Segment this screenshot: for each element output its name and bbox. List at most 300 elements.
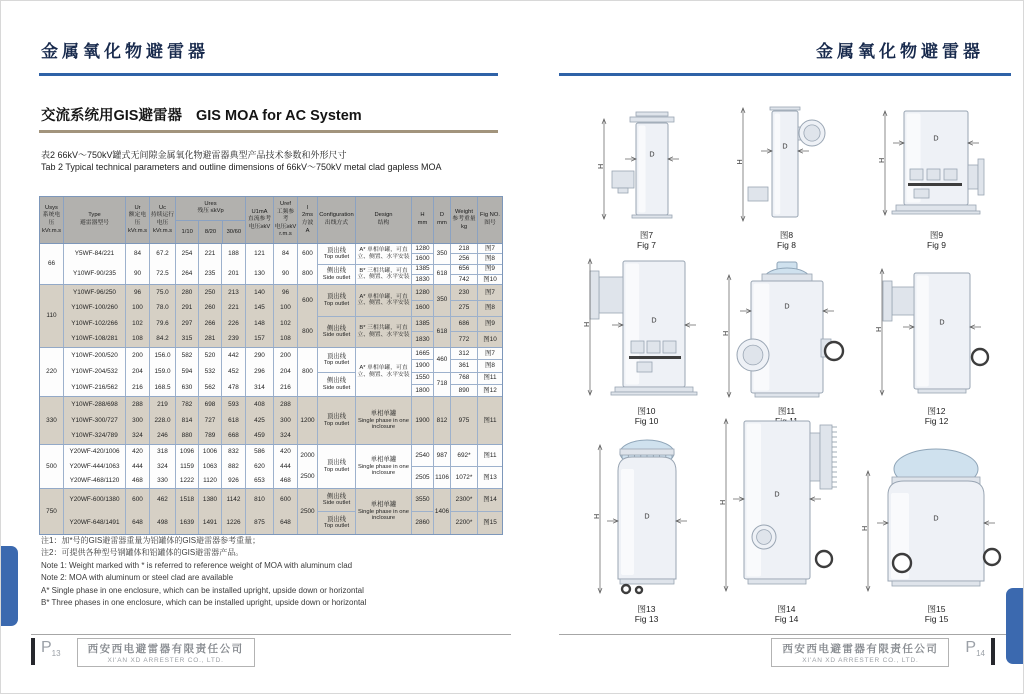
cell-u1ma: 157 bbox=[254, 335, 265, 343]
cell-r820: 250 bbox=[204, 288, 216, 296]
col-fig bbox=[478, 489, 502, 534]
cell-r110: 782 bbox=[181, 401, 193, 409]
cell-r820: 260 bbox=[204, 304, 216, 312]
config-zh: 侧出线 bbox=[326, 492, 347, 500]
design-text: A* 单相单罐，可直立、侧置、水平安装 bbox=[357, 365, 410, 378]
header-residual-group bbox=[176, 197, 246, 243]
cell-uref: 84 bbox=[281, 250, 290, 258]
cell-fig: 图8 bbox=[478, 301, 502, 317]
header-line: U1mA bbox=[251, 208, 268, 215]
cell-h: 3550 bbox=[412, 489, 433, 512]
cell-u1ma: 121 bbox=[254, 250, 265, 258]
table-group-500kv bbox=[40, 445, 502, 489]
svg-text:H: H bbox=[583, 321, 591, 327]
cell-u1ma: 875 bbox=[254, 518, 265, 526]
cell-uref: 216 bbox=[280, 384, 291, 392]
cell-w: 890 bbox=[458, 386, 470, 394]
cell-d: 618 bbox=[436, 327, 448, 335]
section-rule bbox=[39, 130, 498, 133]
col-design bbox=[356, 445, 412, 488]
col-h bbox=[412, 445, 434, 488]
col-r3060 bbox=[222, 489, 246, 534]
cell-fig: 图7 bbox=[478, 244, 502, 254]
svg-text:D: D bbox=[938, 318, 945, 327]
cell-ur: 300 bbox=[132, 416, 143, 424]
cell-fig: 图7 bbox=[478, 348, 502, 360]
col-sys bbox=[40, 348, 64, 396]
cell-r3060: 221 bbox=[228, 304, 239, 312]
config-en: Top outlet bbox=[323, 360, 350, 367]
figure-caption-en: Fig 10 bbox=[634, 416, 659, 427]
left-edge-tab bbox=[1, 546, 18, 626]
cell-design bbox=[356, 348, 411, 396]
header-residual-sub: 30/60 bbox=[226, 228, 242, 235]
cell-r110: 1159 bbox=[180, 462, 194, 470]
cell-w: 656 bbox=[451, 265, 477, 275]
col-d bbox=[434, 285, 451, 347]
cell-type: Y10WF-90/235 bbox=[73, 270, 116, 278]
figure-14 bbox=[714, 427, 859, 625]
design-zh: 单相单罐 bbox=[370, 456, 397, 464]
col-config bbox=[318, 244, 356, 284]
table-caption-en: Tab 2 Typical technical parameters and outline dimensions of 66kV～750kV metal clad gapless MOA bbox=[41, 162, 442, 172]
cell-d: 460 bbox=[434, 348, 450, 373]
cell-fig: 图8 bbox=[478, 254, 502, 264]
header-line: 图号 bbox=[484, 220, 496, 226]
cell-h: 1385 bbox=[412, 317, 433, 333]
col-r110 bbox=[176, 244, 199, 284]
col-uref bbox=[274, 397, 298, 444]
header-i2ms bbox=[298, 197, 318, 243]
cell-h: 2860 bbox=[415, 519, 430, 527]
cell-w: 692* bbox=[451, 445, 477, 467]
cell-fig: 图7 bbox=[478, 285, 502, 301]
cell-r110: 280 bbox=[181, 288, 193, 296]
cell-fig: 图15 bbox=[483, 519, 497, 527]
footer-rule-left bbox=[31, 634, 511, 635]
cell-type: Y10WF-100/260 bbox=[71, 304, 118, 312]
header-line: Configuration bbox=[319, 212, 354, 219]
cell-config bbox=[318, 397, 355, 444]
cell-u1ma: 586 bbox=[254, 448, 265, 456]
col-fig bbox=[478, 348, 502, 396]
header-line: kVr.m.s bbox=[41, 227, 62, 234]
figure-drawing-14 bbox=[714, 415, 859, 604]
table-group-66kv bbox=[40, 244, 502, 285]
svg-text:H: H bbox=[874, 326, 883, 332]
cell-d: 812 bbox=[436, 416, 448, 424]
header-line: kVr.m.s bbox=[127, 227, 148, 234]
cell-r3060: 452 bbox=[228, 368, 239, 376]
cell-ur: 600 bbox=[132, 496, 143, 504]
col-d bbox=[434, 348, 451, 396]
cell-type: Y20WF-468/1120 bbox=[69, 477, 120, 485]
cell-r820: 1120 bbox=[203, 477, 217, 485]
cell-h: 1900 bbox=[412, 360, 433, 372]
cell-uc: 79.6 bbox=[156, 319, 169, 327]
col-u1ma bbox=[246, 489, 274, 534]
svg-text:D: D bbox=[783, 302, 790, 311]
config-en: Top outlet bbox=[323, 466, 350, 473]
cell-w: 768 bbox=[451, 373, 477, 385]
col-type bbox=[64, 285, 126, 347]
cell-r3060: 1142 bbox=[226, 496, 241, 504]
cell-ur: 444 bbox=[132, 462, 143, 470]
cell-w: 218 bbox=[451, 244, 477, 254]
col-h bbox=[412, 489, 434, 534]
cell-w: 1072* bbox=[455, 473, 473, 481]
cell-r110: 630 bbox=[181, 384, 193, 392]
cell-uc: 219 bbox=[157, 401, 168, 409]
cell-r110: 1222 bbox=[179, 477, 195, 485]
col-design bbox=[356, 244, 412, 284]
col-w bbox=[451, 445, 478, 488]
cell-r820: 727 bbox=[204, 416, 216, 424]
cell-r820: 532 bbox=[204, 368, 216, 376]
col-i2ms bbox=[298, 348, 318, 396]
config-zh: 侧出线 bbox=[326, 324, 347, 332]
col-uref bbox=[274, 244, 298, 284]
note-line: Note 1: Weight marked with * is referred to reference weight of MOA with aluminum clad bbox=[41, 560, 353, 570]
cell-u1ma: 314 bbox=[254, 384, 265, 392]
cell-ur: 96 bbox=[133, 288, 142, 296]
header-rule-left bbox=[39, 73, 498, 76]
note-line: 注1：加*号的GIS避雷器重量为铝罐体的GIS避雷器参考重量； bbox=[41, 536, 261, 545]
figure-caption-zh: 图13 bbox=[637, 603, 656, 614]
cell-i2ms: 1200 bbox=[300, 416, 315, 424]
col-r3060 bbox=[222, 285, 246, 347]
cell-ur: 102 bbox=[132, 319, 143, 327]
cell-type: Y10WF-96/250 bbox=[73, 288, 116, 296]
header-w bbox=[451, 197, 478, 243]
footer-right bbox=[761, 638, 995, 667]
col-r3060 bbox=[222, 445, 246, 488]
cell-h: 1280 bbox=[412, 285, 433, 301]
figure-drawing-12 bbox=[872, 261, 1002, 406]
cell-r820: 1491 bbox=[202, 518, 218, 526]
col-config bbox=[318, 397, 356, 444]
cell-u1ma: 620 bbox=[254, 462, 265, 470]
col-type bbox=[64, 244, 126, 284]
header-line: Uc bbox=[158, 204, 167, 211]
config-zh: 顶出线 bbox=[326, 413, 347, 421]
header-line: mm bbox=[437, 220, 447, 226]
col-type bbox=[64, 489, 126, 534]
cell-r820: 1006 bbox=[202, 448, 218, 456]
config-zh: 顶出线 bbox=[326, 293, 347, 301]
cell-uc: 498 bbox=[157, 518, 168, 526]
cell-fig: 图13 bbox=[483, 473, 497, 481]
col-config bbox=[318, 348, 356, 396]
header-line: 额定电压 bbox=[128, 212, 147, 226]
table-header-row bbox=[40, 197, 502, 244]
cell-uref: 288 bbox=[280, 401, 291, 409]
design-en: Single phase in one inclosure bbox=[358, 463, 409, 477]
cell-uref: 324 bbox=[280, 432, 291, 440]
note-line: 注2：可提供各种型号钢罐体和铝罐体的GIS避雷器产品。 bbox=[41, 548, 244, 558]
col-r3060 bbox=[222, 397, 246, 444]
col-sys bbox=[40, 489, 64, 534]
cell-h: 2505 bbox=[415, 473, 430, 481]
page-number-right bbox=[965, 638, 985, 659]
col-r820 bbox=[199, 348, 222, 396]
page-digits: 14 bbox=[976, 649, 985, 659]
cell-h: 1900 bbox=[415, 416, 430, 424]
header-line: Ur bbox=[134, 204, 141, 211]
figure-caption-en: Fig 8 bbox=[777, 240, 796, 251]
cell-uc: 462 bbox=[157, 496, 168, 504]
cell-r3060: 1226 bbox=[226, 518, 241, 526]
cell-h: 1550 bbox=[412, 373, 433, 385]
col-config bbox=[318, 445, 356, 488]
cell-uref: 600 bbox=[280, 496, 291, 504]
cell-h: 1665 bbox=[412, 348, 433, 360]
config-zh: 顶出线 bbox=[326, 459, 347, 467]
cell-w: 975 bbox=[458, 416, 470, 424]
col-uc bbox=[150, 397, 176, 444]
cell-r110: 315 bbox=[181, 335, 193, 343]
header-line: 电压≥kV bbox=[274, 223, 297, 230]
col-uc bbox=[150, 244, 176, 284]
cell-r3060: 213 bbox=[228, 288, 239, 296]
config-zh: 顶出线 bbox=[326, 246, 347, 254]
cell-type: Y20WF-600/1380 bbox=[69, 496, 120, 504]
figure-15 bbox=[859, 427, 1014, 625]
col-config bbox=[318, 489, 356, 534]
col-i2ms bbox=[298, 489, 318, 534]
note-line: B* Three phases in one enclosure, which can be installed upright, upside down or horizontal bbox=[41, 597, 367, 607]
footer-bar-left bbox=[31, 638, 35, 665]
col-i2ms bbox=[298, 244, 318, 284]
figure-drawing-9 bbox=[872, 103, 1002, 230]
cell-config bbox=[318, 512, 355, 534]
cell-fig: 图11 bbox=[483, 416, 497, 424]
col-uc bbox=[150, 285, 176, 347]
cell-uc: 168.5 bbox=[154, 384, 171, 392]
header-line: Usys bbox=[45, 204, 58, 211]
col-r820 bbox=[199, 285, 222, 347]
cell-h: 1830 bbox=[415, 335, 430, 343]
cell-r3060: 882 bbox=[228, 462, 239, 470]
cell-w: 275 bbox=[451, 301, 477, 317]
cell-ur: 90 bbox=[133, 270, 142, 278]
header-line: kVr.m.s bbox=[152, 227, 173, 234]
cell-uc: 156.0 bbox=[154, 352, 171, 360]
page-left-title: 金属氧化物避雷器 bbox=[41, 42, 209, 61]
page-number-left bbox=[41, 638, 61, 659]
cell-r820: 789 bbox=[204, 432, 216, 440]
company-name-zh: 西安西电避雷器有限责任公司 bbox=[782, 643, 939, 655]
col-u1ma bbox=[246, 445, 274, 488]
cell-r3060: 832 bbox=[228, 448, 239, 456]
cell-ur: 288 bbox=[132, 401, 143, 409]
cell-r110: 297 bbox=[181, 319, 193, 327]
table-group-110kv bbox=[40, 285, 502, 348]
figure-caption-zh: 图9 bbox=[929, 229, 944, 240]
header-h bbox=[412, 197, 434, 243]
cell-type: Y20WF-420/1006 bbox=[69, 448, 120, 456]
header-line: 残压 ≤kVp bbox=[197, 208, 224, 215]
figure-caption-zh: 图8 bbox=[779, 229, 794, 240]
cell-uc: 72.5 bbox=[156, 270, 169, 278]
cell-r820: 520 bbox=[204, 352, 216, 360]
config-en: Top outlet bbox=[323, 254, 350, 261]
cell-h: 1800 bbox=[415, 386, 430, 394]
config-en: Top outlet bbox=[323, 300, 350, 307]
design-en: Single phase in one inclosure bbox=[358, 508, 409, 522]
page-letter: P bbox=[41, 639, 52, 656]
figure-13 bbox=[579, 427, 714, 625]
cell-type: Y5WF-84/221 bbox=[74, 250, 115, 258]
col-design bbox=[356, 285, 412, 347]
cell-uc: 318 bbox=[157, 448, 168, 456]
svg-text:D: D bbox=[933, 514, 939, 523]
cell-w: 256 bbox=[451, 254, 477, 264]
cell-u1ma: 145 bbox=[254, 304, 265, 312]
cell-r110: 582 bbox=[181, 352, 193, 360]
config-zh: 顶出线 bbox=[326, 515, 347, 523]
svg-text:D: D bbox=[651, 316, 657, 325]
header-residual-subs bbox=[176, 221, 245, 244]
company-box-left bbox=[77, 638, 255, 667]
cell-fig: 图12 bbox=[483, 386, 497, 394]
cell-sys: 66 bbox=[47, 260, 56, 268]
header-line: 系统电压 bbox=[42, 212, 61, 226]
col-r110 bbox=[176, 285, 199, 347]
cell-design bbox=[356, 397, 411, 444]
cell-design bbox=[356, 244, 411, 265]
cell-uref: 96 bbox=[281, 288, 290, 296]
col-w bbox=[451, 397, 478, 444]
cell-h: 2540 bbox=[412, 445, 433, 467]
cell-fig: 图11 bbox=[478, 373, 502, 385]
svg-text:H: H bbox=[721, 330, 730, 336]
cell-r3060: 188 bbox=[228, 250, 239, 258]
cell-uc: 330 bbox=[157, 477, 168, 485]
col-sys bbox=[40, 445, 64, 488]
cell-h: 1280 bbox=[412, 244, 433, 254]
col-r110 bbox=[176, 397, 199, 444]
design-zh: 单相单罐 bbox=[370, 410, 397, 418]
cell-fig: 图9 bbox=[478, 265, 502, 275]
col-r3060 bbox=[222, 244, 246, 284]
figure-caption-en: Fig 12 bbox=[924, 416, 949, 427]
cell-sys: 500 bbox=[46, 462, 57, 470]
cell-type: Y20WF-444/1063 bbox=[69, 462, 120, 470]
col-type bbox=[64, 397, 126, 444]
company-name-en: XI'AN XD ARRESTER CO., LTD. bbox=[802, 657, 919, 664]
page-letter: P bbox=[965, 639, 977, 656]
cell-r3060: 668 bbox=[228, 432, 239, 440]
figure-caption-zh: 图11 bbox=[777, 405, 796, 416]
design-text: B* 三相共罐，可直立、侧置、水平安装 bbox=[357, 325, 410, 338]
config-en: Top outlet bbox=[323, 420, 350, 427]
header-u1ma bbox=[246, 197, 274, 243]
cell-r820: 221 bbox=[204, 250, 216, 258]
header-line: mm bbox=[417, 220, 428, 226]
col-uc bbox=[150, 348, 176, 396]
header-line: 2ms bbox=[302, 212, 313, 219]
cell-h: 1830 bbox=[415, 275, 430, 283]
cell-u1ma: 130 bbox=[254, 270, 265, 278]
col-ur bbox=[126, 244, 150, 284]
config-en: Side outlet bbox=[322, 384, 351, 391]
cell-r110: 1639 bbox=[179, 518, 195, 526]
cell-h: 1385 bbox=[412, 265, 433, 275]
col-i2ms bbox=[298, 397, 318, 444]
header-line: Fig NO. bbox=[480, 212, 500, 219]
header-line: kg bbox=[460, 223, 468, 230]
figure-caption-en: Fig 7 bbox=[637, 240, 656, 251]
col-sys bbox=[40, 397, 64, 444]
header-residual-title bbox=[176, 197, 245, 221]
svg-text:H: H bbox=[735, 158, 744, 165]
svg-text:D: D bbox=[774, 490, 780, 499]
col-h bbox=[412, 244, 434, 284]
config-en: Side outlet bbox=[322, 500, 351, 507]
config-en: Side outlet bbox=[322, 274, 351, 281]
cell-uc: 75.0 bbox=[156, 288, 169, 296]
figure-caption-zh: 图10 bbox=[637, 405, 656, 416]
col-r110 bbox=[176, 348, 199, 396]
cell-config bbox=[318, 489, 355, 512]
cell-u1ma: 810 bbox=[254, 496, 265, 504]
header-uref bbox=[274, 197, 298, 243]
col-sys bbox=[40, 244, 64, 284]
col-u1ma bbox=[246, 244, 274, 284]
cell-config bbox=[318, 317, 355, 348]
col-type bbox=[64, 445, 126, 488]
cell-u1ma: 140 bbox=[254, 288, 265, 296]
cell-type: Y10WF-200/520 bbox=[71, 352, 118, 360]
cell-fig: 图10 bbox=[483, 335, 497, 343]
table-notes bbox=[41, 535, 366, 609]
header-line: Design bbox=[374, 212, 393, 219]
col-w bbox=[451, 489, 478, 534]
cell-i2ms: 800 bbox=[302, 368, 313, 376]
svg-text:H: H bbox=[719, 499, 727, 505]
cell-r3060: 442 bbox=[228, 352, 239, 360]
table-group-220kv bbox=[40, 348, 502, 397]
cell-r110: 254 bbox=[181, 250, 193, 258]
design-en: Single phase in one inclosure bbox=[358, 417, 409, 431]
figure-drawing-13 bbox=[588, 429, 706, 604]
col-r110 bbox=[176, 489, 199, 534]
cell-ur: 468 bbox=[132, 477, 143, 485]
cell-design bbox=[356, 445, 411, 488]
header-line: 直流参考 bbox=[247, 216, 272, 223]
cell-ur: 84 bbox=[133, 250, 142, 258]
cell-fig: 图11 bbox=[478, 445, 502, 467]
cell-d: 350 bbox=[434, 285, 450, 317]
table-group-330kv bbox=[40, 397, 502, 445]
cell-h: 1600 bbox=[412, 301, 433, 317]
col-w bbox=[451, 285, 478, 347]
header-line: I bbox=[306, 204, 309, 211]
page-digits: 13 bbox=[51, 649, 61, 659]
footer-left bbox=[31, 638, 265, 667]
col-design bbox=[356, 397, 412, 444]
svg-text:H: H bbox=[861, 525, 869, 531]
cell-i2ms: 2500 bbox=[300, 473, 315, 481]
design-text: A* 单相单罐，可直立、侧置、水平安装 bbox=[357, 293, 410, 307]
cell-r110: 291 bbox=[181, 304, 193, 312]
cell-r110: 264 bbox=[181, 270, 193, 278]
cell-uref: 468 bbox=[280, 477, 291, 485]
col-r820 bbox=[199, 397, 222, 444]
cell-r820: 1063 bbox=[202, 462, 218, 470]
figure-caption-en: Fig 13 bbox=[634, 614, 659, 625]
